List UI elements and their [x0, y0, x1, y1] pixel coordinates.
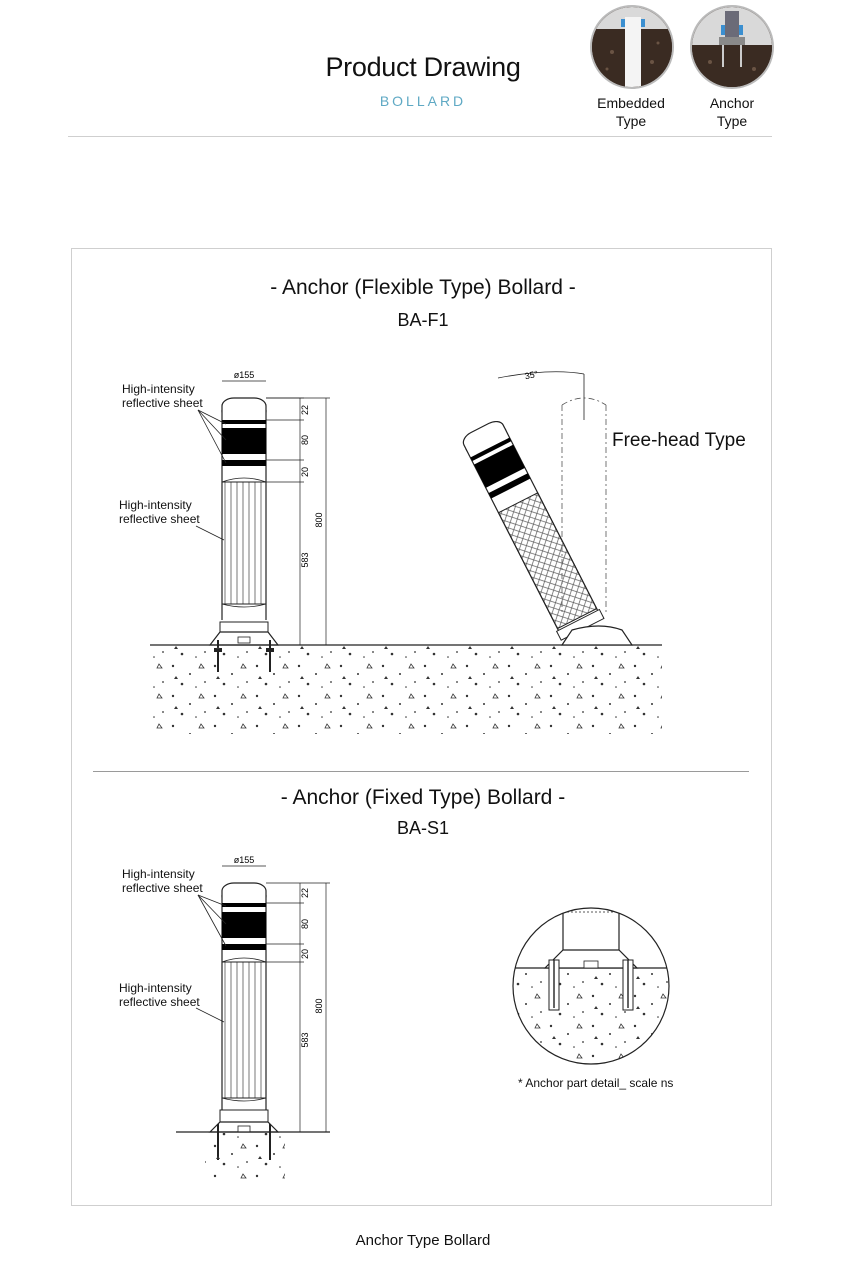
page-subtitle: BOLLARD — [379, 93, 467, 109]
flexible-body-sheet-label: High-intensity reflective sheet — [119, 498, 200, 526]
flexible-dim-body: 583 — [300, 552, 310, 568]
page-title: Product Drawing — [325, 52, 521, 82]
flexible-top-sheet-label: High-intensity reflective sheet — [122, 382, 203, 410]
fixed-body-sheet-label: High-intensity reflective sheet — [119, 981, 200, 1009]
flexible-model-code: BA-F1 — [397, 310, 449, 330]
flexible-dim-top: 22 — [300, 404, 310, 416]
anchor-detail-circle — [513, 905, 669, 1068]
anchor-detail-note: * Anchor part detail_ scale ns — [518, 1076, 674, 1090]
flexible-ground — [150, 645, 662, 734]
fixed-top-sheet-label: High-intensity reflective sheet — [122, 867, 203, 895]
fixed-model-code: BA-S1 — [396, 818, 450, 838]
flexible-dim-band: 80 — [300, 434, 310, 446]
embedded-type-label: Embedded Type — [597, 95, 665, 129]
fixed-diameter-dim: ø155 — [233, 855, 255, 865]
fixed-dim-total: 800 — [314, 998, 324, 1014]
flexible-dim-gap: 20 — [300, 466, 310, 478]
flexible-bollard-upright — [210, 398, 278, 672]
flexible-dim-total: 800 — [314, 512, 324, 528]
fixed-dim-top: 22 — [300, 887, 310, 899]
tilt-angle-dim: 35° — [523, 368, 540, 382]
figure-caption: Anchor Type Bollard — [355, 1232, 491, 1249]
free-head-label: Free-head Type — [612, 430, 746, 451]
flexible-section-title: - Anchor (Flexible Type) Bollard - — [270, 276, 576, 299]
flexible-bollard-tilted — [459, 369, 632, 645]
flexible-diameter-dim: ø155 — [233, 370, 255, 380]
fixed-dim-gap: 20 — [300, 948, 310, 960]
fixed-dim-body: 583 — [300, 1032, 310, 1048]
anchor-type-label: Anchor Type — [709, 95, 755, 129]
fixed-dim-band: 80 — [300, 918, 310, 930]
fixed-section-title: - Anchor (Fixed Type) Bollard - — [280, 786, 566, 809]
